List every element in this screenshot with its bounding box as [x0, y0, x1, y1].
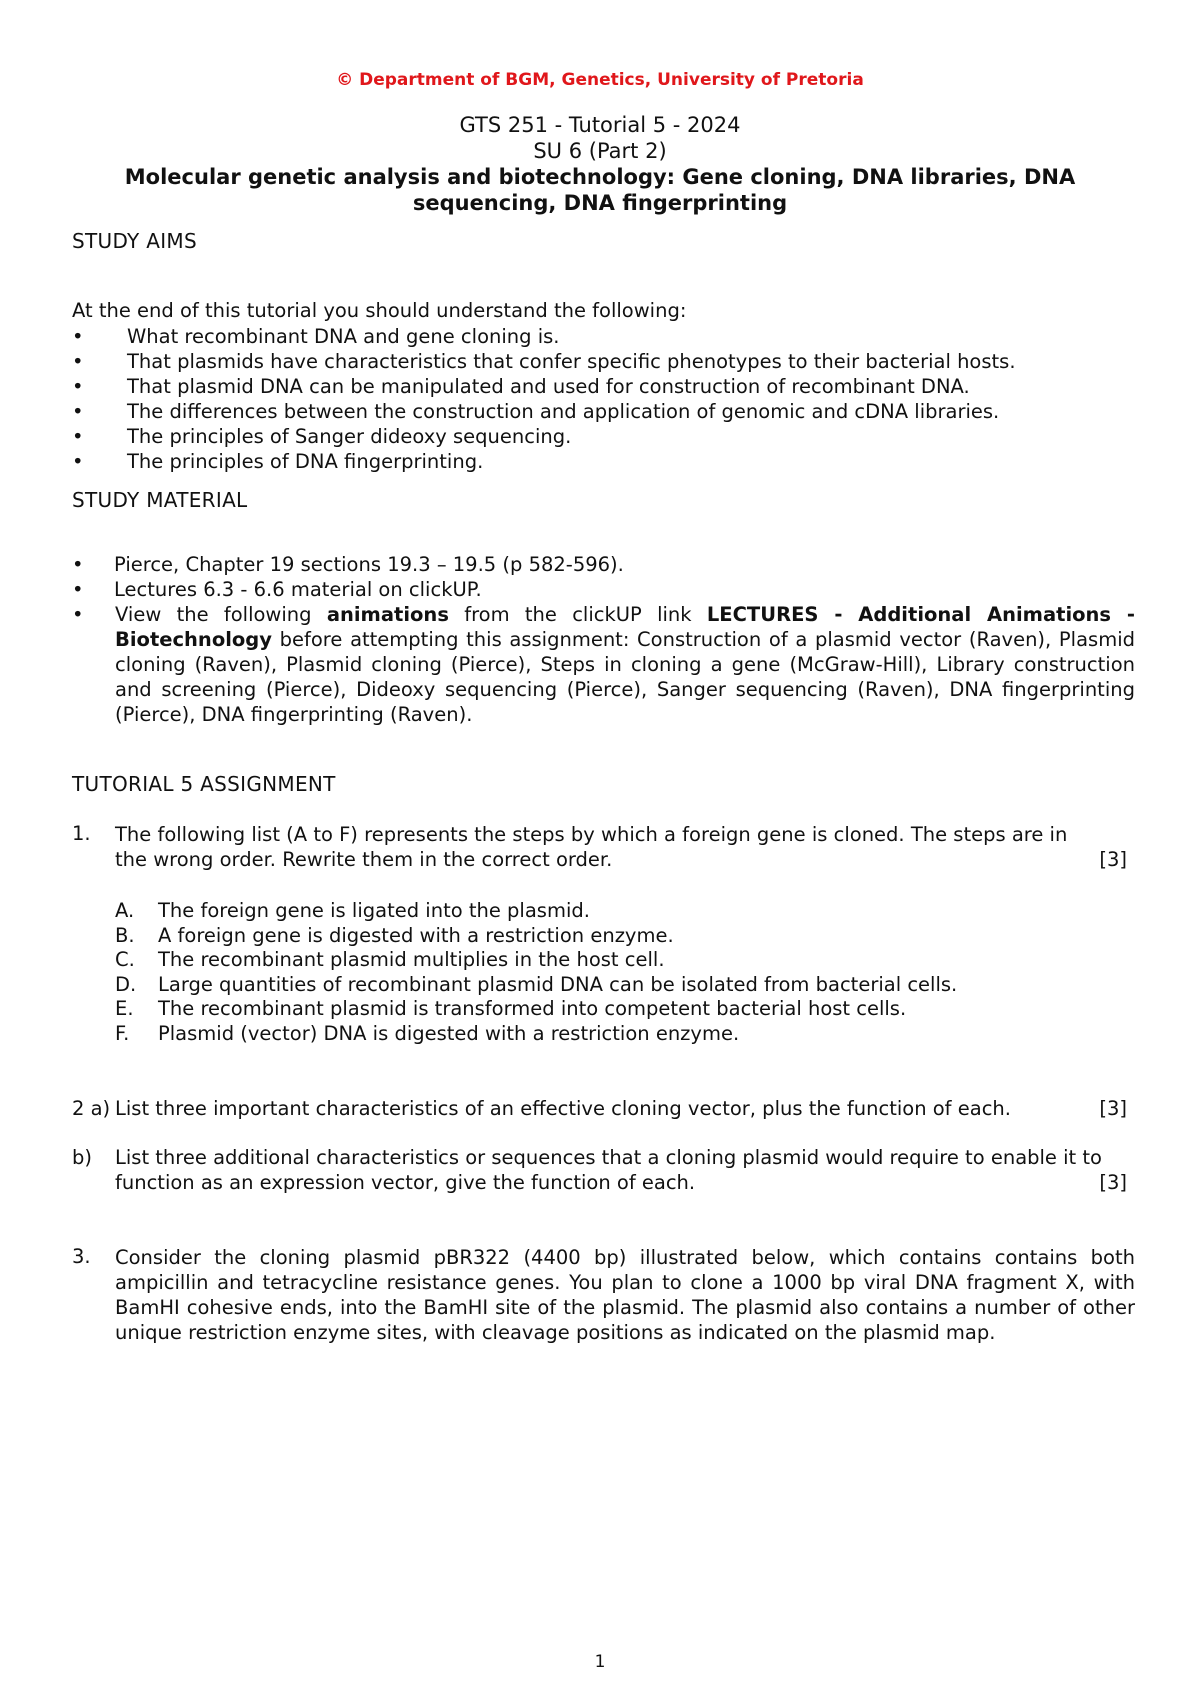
bullet-icon: •: [72, 553, 84, 576]
document-page: © Department of BGM, Genetics, University of Pretoria GTS 251 - Tutorial 5 - 2024 SU 6 (Part 2) Molecular genetic analysis and biotechnology: Gene cloning, DNA libraries, DNA sequencing, DNA fingerprinting STUDY AIMS At the end of this tutorial you should understand the following: • What recombinant DNA and gene cloning is. • That plasmids have characteristics that confer specific phenotypes to their bacterial hosts. • That plasmid DNA can be manipulated and used for construction of recombinant DNA. • The differences between the construction and application of genomic and cDNA libraries. • The principles of Sanger dideoxy sequencing. • The principles of DNA fingerprinting. STUDY MATERIAL • Pierce, Chapter 19 sections 19.3 – 19.5 (p 582-596). • Lectures 6.3 - 6.6 material on clickUP. • View the following animations from the clickUP link LECTURES - Additional Animations - Biotechnology before attempting this assignment: Construction of a plasmid vector (Raven), Plasmid cloning (Raven), Plasmid cloning (Pierce), Steps in cloning a gene (McGraw-Hill), Library construction and screening (Pierce), Dideoxy sequencing (Pierce), Sanger sequencing (Raven), DNA fingerprinting (Pierce), DNA fingerprinting (Raven). TUTORIAL 5 ASSIGNMENT 1. The following list (A to F) represents the steps by which a foreign gene is cloned. The steps are in the wrong order. Rewrite them in the correct order. [3] A. The foreign gene is ligated into the plasmid. B. A foreign gene is digested with a restriction enzyme. C. The recombinant plasmid multiplies in the host cell. D. Large quantities of recombinant plasmid DNA can be isolated from bacterial cells. E. The recombinant plasmid is transformed into competent bacterial host cells. F. Plasmid (vector) DNA is digested with a restriction enzyme. 2 a) List three important characteristics of an effective cloning vector, plus the function of each. [3] b) List three additional characteristics or sequences that a cloning plasmid would require to enable it to function as an expression vector, give the function of each. [3] 3. Consider the cloning plasmid pBR322 (4400 bp) illustrated below, which contains contains both ampicillin and tetracycline resistance genes. You plan to clone a 1000 bp viral DNA fragment X, with BamHI cohesive ends, into the BamHI site of the plasmid. The plasmid also contains a number of other unique restriction enzyme sites, with cleavage positions as indicated on the plasmid map. 1: [0, 0, 1200, 1696]
question-1-number: 1.: [72, 822, 91, 845]
page-number: 1: [594, 1652, 606, 1672]
question-3-text: Consider the cloning plasmid pBR322 (4400 bp) illustrated below, which contains contains both ampicillin and tetracycline resistance genes. You plan to clone a 1000 bp viral DNA fragment X, with BamHI cohesive ends, into the BamHI site of the plasmid. The plasmid also contains a number of other unique restriction enzyme sites, with cleavage positions as indicated on the plasmid map.: [115, 1246, 1135, 1344]
bullet-icon: •: [72, 450, 84, 473]
bullet-icon: •: [72, 325, 84, 348]
question-1-marks: [3]: [1099, 848, 1127, 871]
course-title: GTS 251 - Tutorial 5 - 2024: [459, 113, 741, 137]
bullet-icon: •: [72, 375, 84, 398]
question-1-line1: The following list (A to F) represents the steps by which a foreign gene is cloned. The steps are in: [115, 823, 1068, 846]
question-2b-number: b): [72, 1146, 92, 1169]
topic-title-line1: Molecular genetic analysis and biotechnology: Gene cloning, DNA libraries, DNA: [124, 165, 1076, 189]
topic-title-line2: sequencing, DNA fingerprinting: [412, 191, 788, 215]
study-aims-heading: STUDY AIMS: [72, 229, 197, 253]
study-aims-intro: At the end of this tutorial you should understand the following:: [72, 299, 687, 322]
study-material-heading: STUDY MATERIAL: [72, 488, 248, 512]
bullet-icon: •: [72, 425, 84, 448]
copyright-notice: © Department of BGM, Genetics, University of Pretoria: [336, 70, 864, 90]
assignment-heading: TUTORIAL 5 ASSIGNMENT: [72, 772, 336, 796]
study-unit-title: SU 6 (Part 2): [533, 139, 667, 163]
bullet-icon: •: [72, 350, 84, 373]
animations-instruction: View the following animations from the clickUP link LECTURES - Additional Animations - Biotechnology before attempting this assignment: Construction of a plasmid vector (Raven), Plasmid cloning (Raven), Plasmid cloning (Pierce), Steps in cloning a gene (McGraw-Hill), Library construction and screening (Pierce), Dideoxy sequencing (Pierce), Sanger sequencing (Raven), DNA fingerprinting (Pierce), DNA fingerprinting (Raven).: [115, 603, 1136, 726]
question-2a-text: List three important characteristics of an effective cloning vector, plus the function of each.: [115, 1097, 1011, 1120]
question-2b-line2: function as an expression vector, give the function of each.: [115, 1171, 696, 1194]
question-2b-marks: [3]: [1099, 1171, 1127, 1194]
bullet-icon: •: [72, 603, 84, 626]
bullet-icon: •: [72, 578, 84, 601]
bullet-icon: •: [72, 400, 84, 423]
question-2a-marks: [3]: [1099, 1097, 1127, 1120]
document-title-block: [70, 112, 1130, 216]
question-1-line2: the wrong order. Rewrite them in the correct order.: [115, 848, 613, 871]
question-3-number: 3.: [72, 1245, 91, 1268]
question-2b-line1: List three additional characteristics or sequences that a cloning plasmid would require to enable it to: [115, 1146, 1102, 1169]
question-2a-number: 2 a): [72, 1097, 111, 1120]
